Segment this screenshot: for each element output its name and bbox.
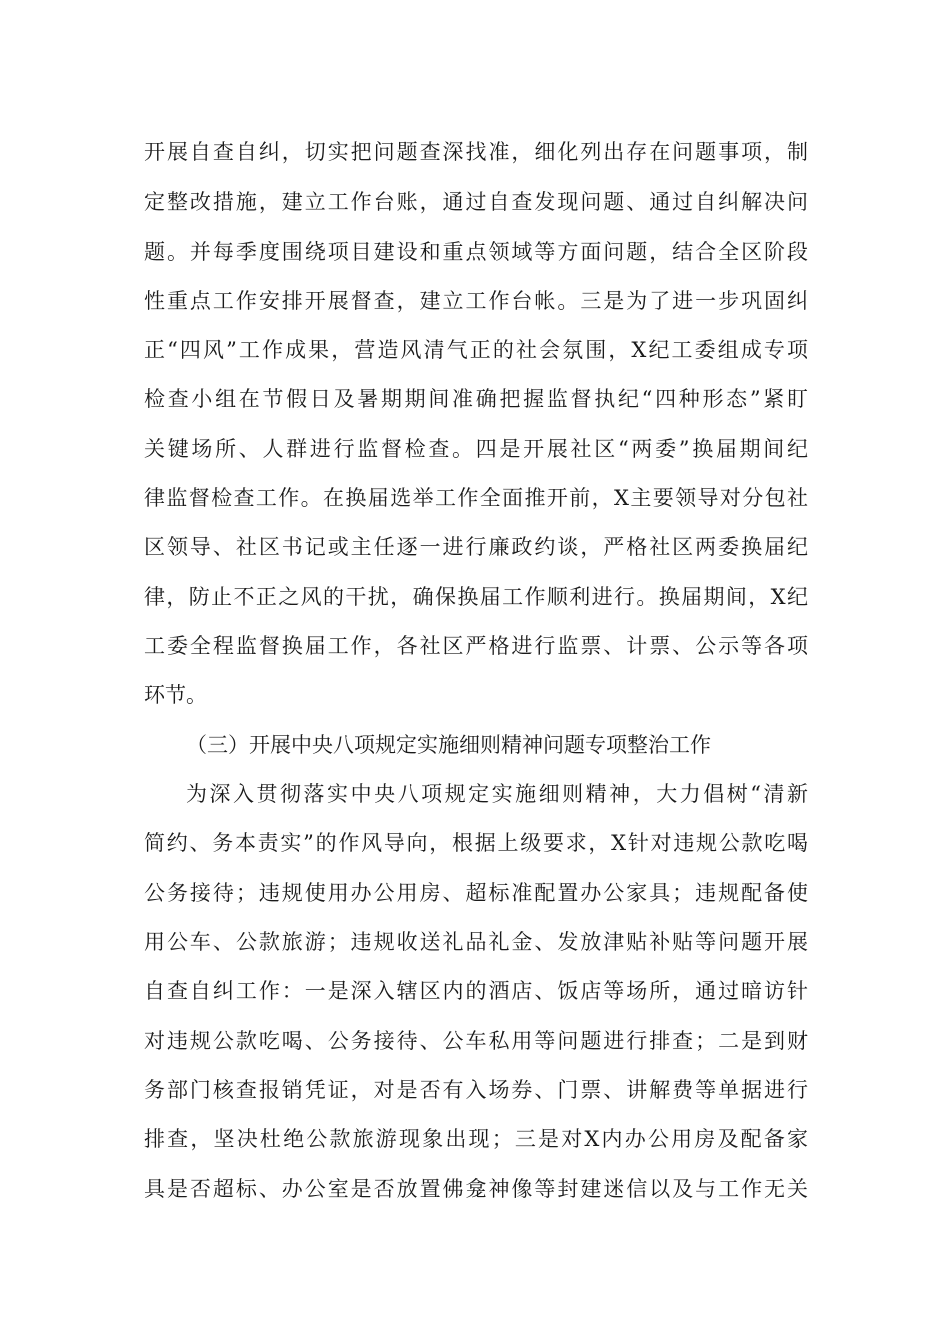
paragraph-1-line-5: 正“四风”工作成果，营造风清气正的社会氛围，X纪工委组成专项 xyxy=(144,338,808,362)
paragraph-1-line-8: 律监督检查工作。在换届选举工作全面推开前，X主要领导对分包社 xyxy=(144,486,808,510)
paragraph-1-line-12: 环节。 xyxy=(144,683,207,707)
paragraph-2-line-6: 对违规公款吃喝、公务接待、公车私用等问题进行排查；二是到财 xyxy=(144,1029,808,1053)
paragraph-1-line-10: 律，防止不正之风的干扰，确保换届工作顺利进行。换届期间，X纪 xyxy=(144,585,808,609)
paragraph-1-line-9: 区领导、社区书记或主任逐一进行廉政约谈，严格社区两委换届纪 xyxy=(144,535,808,559)
paragraph-1-line-11: 工委全程监督换届工作，各社区严格进行监票、计票、公示等各项 xyxy=(144,634,808,658)
paragraph-2-line-4: 用公车、公款旅游；违规收送礼品礼金、发放津贴补贴等问题开展 xyxy=(144,930,808,954)
paragraph-2-line-7: 务部门核查报销凭证，对是否有入场券、门票、讲解费等单据进行 xyxy=(144,1078,808,1102)
paragraph-1-line-1: 开展自查自纠，切实把问题查深找准，细化列出存在问题事项，制 xyxy=(144,140,808,164)
section-heading: （三）开展中央八项规定实施细则精神问题专项整治工作 xyxy=(186,733,711,757)
paragraph-1-line-3: 题。并每季度围绕项目建设和重点领域等方面问题，结合全区阶段 xyxy=(144,240,808,264)
paragraph-2-line-2: 简约、务本责实”的作风导向，根据上级要求，X针对违规公款吃喝 xyxy=(144,831,808,855)
paragraph-1-line-6: 检查小组在节假日及暑期期间准确把握监督执纪“四种形态”紧盯 xyxy=(144,387,808,411)
paragraph-2-line-5: 自查自纠工作：一是深入辖区内的酒店、饭店等场所，通过暗访针 xyxy=(144,979,808,1003)
paragraph-1-line-7: 关键场所、人群进行监督检查。四是开展社区“两委”换届期间纪 xyxy=(144,437,808,461)
paragraph-2-line-9: 具是否超标、办公室是否放置佛龛神像等封建迷信以及与工作无关 xyxy=(144,1177,808,1201)
paragraph-1-line-2: 定整改措施，建立工作台账，通过自查发现问题、通过自纠解决问 xyxy=(144,190,808,214)
paragraph-1-line-4: 性重点工作安排开展督查，建立工作台帐。三是为了进一步巩固纠 xyxy=(144,289,808,313)
paragraph-2-line-1: 为深入贯彻落实中央八项规定实施细则精神，大力倡树“清新 xyxy=(186,782,808,806)
paragraph-2-line-8: 排查，坚决杜绝公款旅游现象出现；三是对X内办公用房及配备家 xyxy=(144,1127,808,1151)
paragraph-2-line-3: 公务接待；违规使用办公用房、超标准配置办公家具；违规配备使 xyxy=(144,881,808,905)
